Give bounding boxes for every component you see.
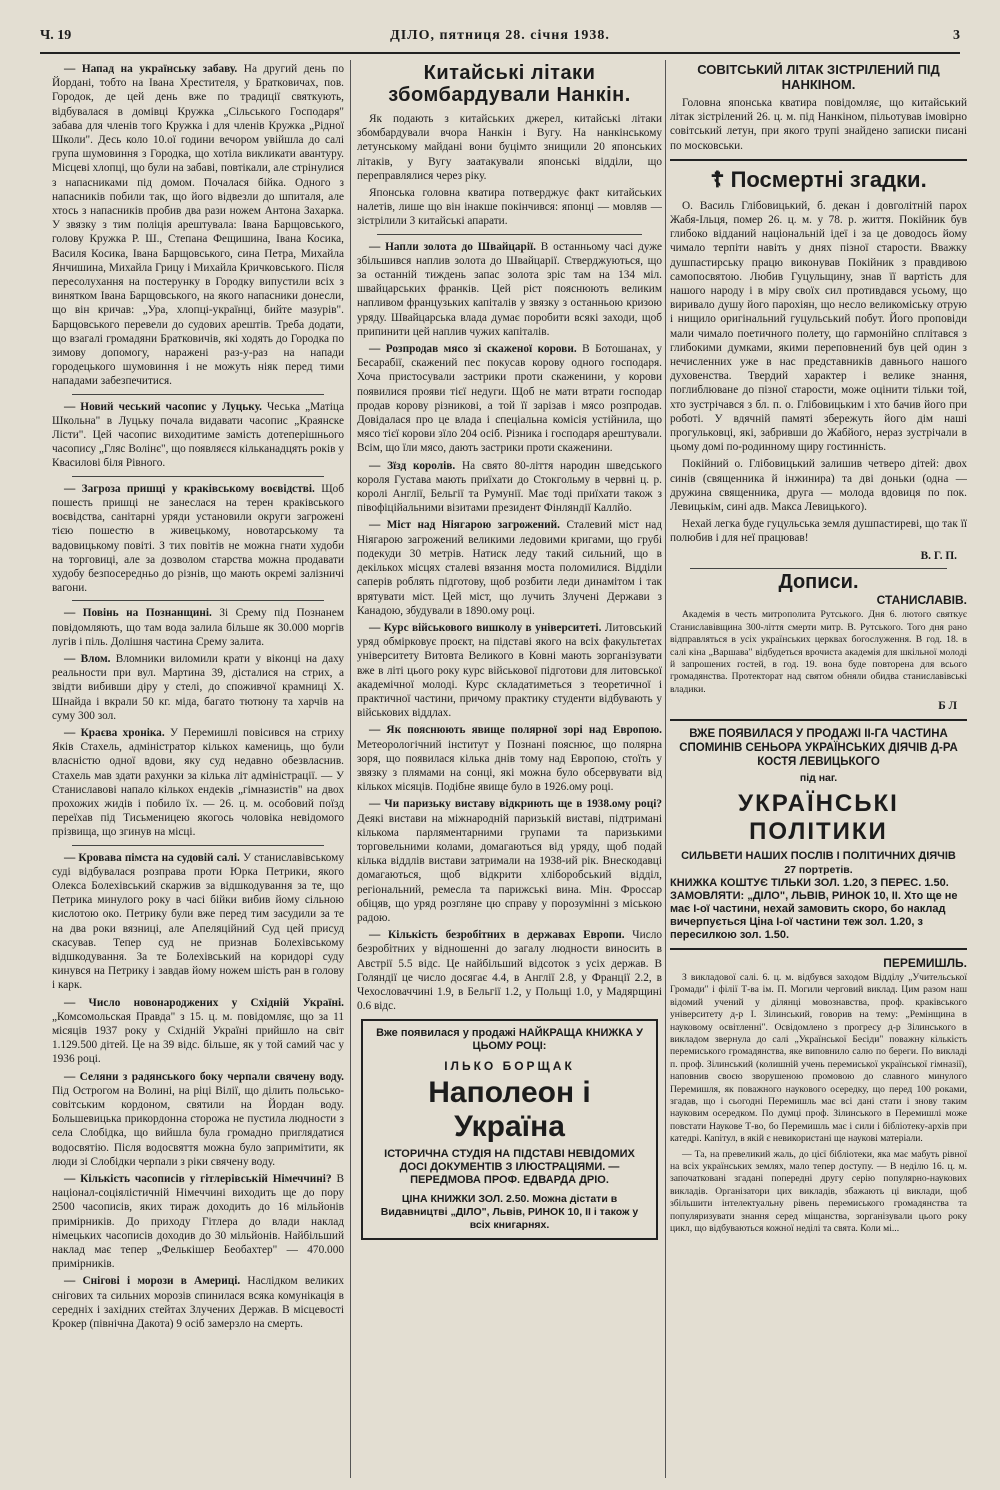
report-signature: Б Л (938, 700, 957, 713)
news-item: — Міст над Ніягарою загрожений. Сталевий міст над Ніягарою загрожений великими ледовими кригами, що грубі подекуди 30 метрів. Натиск леду такий сильний, що в декількох місцях сталеві вязання моста поломилися. Відділи саперів роблять підготову, щоб розбити леди динамітом і так врятувати міст. Цей міст, що лучить Злучені Держави з Канадою, збудували в 1890.ому році. (357, 519, 662, 617)
ad2-intro: ВЖЕ ПОЯВИЛАСЯ У ПРОДАЖІ ІІ-ГА ЧАСТИНА СПОМИНІВ СЕНЬОРА УКРАЇНСЬКИХ ДІЯЧІВ Д-РА КОСТЯ ЛЕВИЦЬКОГО (679, 728, 958, 769)
news-item: — Загроза пришці у краківському воєвідстві. Щоб пошесть пришці не занеслася на терен краківського воєвідства, санітарні уряди установили округи загрожені тією пошестю в живецькому, новотарському та вадовицькому повіті. З тих повітів не можна гнати худоби на торговиці, але за дозволом старства можна продавати худобу безпосередньо до різнів, що мають окремі залізничі вагони. (52, 482, 344, 595)
page-folio: 3 (953, 28, 960, 43)
news-item: — Чи паризьку виставу відкриють ще в 1938.ому році? Деякі вистави на міжнародній паризькій виставі, підтримані кількома парляментарними групами та паризькими торговельними колами, домагаються від уряду, щоб подай кілька віддлів вистави затримали на 1938-ий рік. Внескодавці домагаються, щоб відкрити хліборобський відділ, регіональний, ремесла та парижські вина. Мін. Фроссар обіцяв, що уряд розгляне цю справу у порозумінні з міською радою. (357, 798, 662, 924)
section-rule (670, 948, 967, 950)
item-divider (72, 600, 324, 601)
book-advertisement-napoleon (361, 1019, 658, 1239)
ad2-book-title: УКРАЇНСЬКІ ПОЛІТИКИ (738, 789, 899, 845)
masthead-rule (40, 52, 960, 54)
news-item: — Число новонароджених у Східній Україні. „Комсомольская Правда" з 15. ц. м. повідомляє, що за 11 місяців 1937 року у Східній Україні прийшло на світ 1.129.500 дітей. Це на 39 відс. більше, як у той самий час у 1936 році. (52, 996, 344, 1066)
orthodox-cross-icon: ☦ (710, 166, 725, 192)
peremyshl-report: — Та, на превеликий жаль, до цієї бібліотеки, яка має мабуть рівної на всіх українських землях, мало тепер доступу. — В неділю 16. ц. м. започатковані згадані попередні другу серію популярно-наукових викладів. Організатори цих викладів, збажають ці виклади, щоб збільшити інтелектуальну рівень перемиського громадянства та популяризувати знання серед міщанства, зорганізували цього року цикл, що відбуваються кожної неділі та свята. Коли мі... (670, 1148, 967, 1235)
obituary-signature: В. Г. П. (920, 549, 957, 562)
ad-description: ІСТОРИЧНА СТУДІЯ НА ПІДСТАВІ НЕВІДОМИХ ДОСІ ДОКУМЕНТІВ З ІЛЮСТРАЦІЯМИ. — ПЕРЕДМОВА ПРОФ. ЕДВАРДА ДРІО. (384, 1147, 635, 1186)
news-item: — Кількість безробітних в державах Европи. Число безробітних у відношенні до загалу людности виносить в Австрії 5.5 відс. Це найбільший відсоток з усіх держав. В Голяндії це число досягає 4.4, в Англії 2.8, у Франції 2.2, в Чехословаччині 1.9, в Бельгії 1.2, у Польщі 1.0, у Мадярщині 0.6 відс. (357, 929, 662, 1013)
ad-price: ЦІНА КНИЖКИ ЗОЛ. 2.50. Можна дістати в Видавництві „ДІЛО", Львів, РИНОК 10, II і також у всіх книгарнях. (380, 1192, 639, 1231)
obituary-paragraph: Покійний о. Глібовицький залишив четверо дітей: двох синів (священника й інжинира) та дві доньки (одна — дружина священника, друга — молода вдовиця по пок. Левицькім, сині адв. Макса Левицького). (670, 458, 967, 514)
news-item: — Краєва хроніка. У Перемишлі повісився на стриху Яків Стахель, адміністратор кількох камениць, що були власністю одної вдови, яку суд недавно обезвласнив. Стахель мав здати рахунки за кілька літ адміністрації. — У Станиславові напало кількох ендеків „гімназистів" на двох прохожих жидів і побило їх. — 26. ц. м. особовий поїзд переїхав під Тисьменицею якогось чоловіка невідомого прізвища, що згинув на місці. (52, 726, 344, 839)
ad2-order-info: КНИЖКА КОШТУЄ ТІЛЬКИ ЗОЛ. 1.20, З ПЕРЕС. 1.50. ЗАМОВЛЯТИ: „ДІЛО", ЛЬВІВ, РИНОК 10, II. Хто ще не має I-ої частини, нехай замовить скоро, бо наклад вичерпується Ціна I-ої частини теж зол. 1.20, з пересилкою зол. 1.50. (670, 876, 958, 941)
news-item: — Напад на українську забаву. На другий день по Йордані, тобто на Івана Хрестителя, у Братковичах, пов. Городок, де цей день вже по традиції святкують, відбувалася в домівці Кружка „Сільського Господаря" забава для членів того Кружка і для членів Кружка „Рідної Школи". Десь коло 10.ої години вечором увійшла до салі група шумовиння з Городка, що хотіла викликати авантуру. Місцеві хлопці, що були на забаві, повтікали, але стрінулися з напасниками під домом. Почалася бійка. Одного з напасників побили так, що його відвезли до шпиталя, але хтось з напасників пробив два рази ножем Антона Захарка. У звязку з тим поліція арештувала: Івана Барщовського, голову Кружка Р. Ш., Степана Фещишина, Івана Косика, Василя Косика, Івана Барщовського, сина Петра, Михайла Янчишина, Михайла Грицу і Михайла Кричковського. Після пересолухання на постерунку в Городку випустили всіх з винятком Івана Барщовського, на якого напасники донесли, що він кричав: „Ура, хлопці-українці, бийте мазурів". Барщовського перевели до судових арештів. Треба додати, що взагалі громадяни Братковичів, які ходять до Городка по зимову допомогу, наражені раз-у-раз на напади городецького шумовиння і не можуть ніяк перед тими нападами забезпечитися. (52, 63, 344, 388)
obituary-paragraph: О. Василь Глібовицький, б. декан і довголітній парох Жабя-Ільця, помер 26. ц. м. у 78. р. життя. Покійник був глибоко відданий національній ідеї і за це доводось йому чимало терпіти навіть у днях пізної старости. Вважку душпастирську працю виконував Покійник з правдивою самопосвятою. Любив Гуцульщину, знав її вартість для нашого народу і в міру своїх сил противдався усьому, що виривало душу його парохіян, що несло великоміську отрую і нищило оригінальний гуцульський побут. Його проповіди мали чимало поетичного полету, що гармонійно сплітався з глибокими думками, якими переповнений був цей один з нечисленних уже в нас представників давнього нашого духовенства. Твердий характер і велике знання, поглиблюване до пізної старости, може оцінити тільки той, хто зустрічався з бл. п. о. Глібовицьким і хто бачив його при роботі. У вдячній памяті збережуть його дім наші прогульковці, які, забривши до Жабйого, нераз зустрічали в цьому домі по-родинному щиру гостинність. (670, 199, 967, 454)
section-rule (670, 719, 967, 721)
obituary-paragraph: Нехай легка буде гуцульська земля душпастиреві, що так її полюбив і для неї працював! (670, 518, 967, 545)
item-divider (72, 394, 324, 395)
column-1 (52, 62, 344, 1480)
news-item: — Напли золота до Швайцарії. В останньому часі дуже збільшився наплив золота до Швайцарії. Стверджуються, що за останній тиждень запас золота зріс там на 134 міл. швайцарських франків. Цей ріст пояснюють великим напливом французьких капіталів у звязку з останньою кризою уряду. Швайцарська влада думає поробити всякі заходи, щоб припинити цей наплив чужих капіталів. (357, 240, 662, 338)
item-divider (72, 476, 324, 477)
peremyshl-report: З викладової салі. 6. ц. м. відбувся заходом Відділу „Учительської Громади" і філії Т-ва ім. П. Могили черговий виклад. Цим разом наш відомий учений у ділянці мовознавства, проф. краківського університету д-р І. Зілинський, говорив на тему: „Ремінщина в науковому освітленні". Освідомлено з прогресу д-р Зілинського в викладом звернула до салі „Української Бесіди" поважну кількість перемиського громадянства, яке виповнило салю по береги. По викладі п. проф. Зілинський (колишній учень перемиської української гімназії), наповнив своєю зворушеною промовою до славного минулого Перемишля, як поважного наукового осередку, що перед 100 роками, згадав, що і сьогодні Перемишль має всі дані стати і знову таким науковим осередком. По думці проф. Зілинського в Перемишлі може повстати Наукове Т-во, бо Перемишль має і сили і бібліотеку-архів при катедрі. Капітул, в якій є невикористані ще наукові матеріали. (670, 971, 967, 1145)
lead-paragraph: Як подають з китайських джерел, китайські літаки збомбардували вчора Нанкін і Вугу. На нанкінському летунському майдані вони буцімто знищили 20 японських літаків, у Вугу заатакували японські відділи, що переправлялися через ріку. (357, 113, 662, 182)
column-divider-1 (350, 60, 351, 1478)
news-item: — Кровава пімста на судовій салі. У станиславівському суді відбувалася розправа проти Юрка Петрики, якого Олекса Болехівський скаржив за відшкодування за те, що Петрика минулого року в часі бійки вибив йому сільною кислотою око. Петрику були вже перед тим засудили за те на два роки вязниці, але Апеляційний Суд цей присуд скасував. Тепер суд не признав Болехівському відшкодування. За те Болехівський на коридорі суду кинувся на Петрику і завдав йому ножем шість ран в голову і карк. (52, 851, 344, 992)
news-item: — Селяни з радянського боку черпали свячену воду. Під Острогом на Волині, на ріці Вілії, що ділить польсько-совітським кордоном, святили на Йордан воду. Большевицька прикордонна сторожа не пустила людности з села Слобідка, що вийшла була громадно приглядатися водосвятію. Після водосвяття можна було запримітити, як люди зі Слобідки черпали з ріки свячену воду. (52, 1070, 344, 1168)
news-item: — Курс військового вишколу в університеті. Литовський уряд обмірковує проєкт, на підставі якого на всіх факультетах університету Витовта Великого в Ковні мають зорганізувати вже в літі цього року курс військової підготови для литовської академічної молоді. Курс складатиметься з теоретичної і практичної частини, причому практику студенти відбувають у військових віддлах. (357, 621, 662, 720)
column-2 (357, 62, 662, 1480)
news-item: — Розпродав мясо зі скаженої корови. В Ботошанах, у Бесарабії, скажений пес покусав корову одного господаря. Хоча пристосували застрики проти скаженини, у корови появилися прояви тієї недуги. Щоб не мати втрати господар продав корову різникові, а той її зарізав і мясо розпродав. Довідалася про це влада і спеціальна комісія устійнила, що мясо тієї корови зїло 204 осіб. Різника і господаря арештували. Всім, що їли мясо, дають застрики проти скаженини. (357, 343, 662, 455)
ad-intro: Вже появилася у продажі НАЙКРАЩА КНИЖКА У ЦЬОМУ РОЦІ: (376, 1027, 643, 1053)
item-divider (72, 845, 324, 846)
ad-author: ІЛЬКО БОРЩАК (444, 1059, 575, 1074)
news-item: — Як пояснюють явище полярної зорі над Европою. Метеорологічний інститут у Познані пояснює, що полярна зоря, що появилася кілька днів тому над Европою, стоїть у звязку з плямами на сонці, які можна було обсервувати від кількох місяців. Подібне явище було в 1926.ому році. (357, 724, 662, 794)
news-item: — Кількість часописів у гітлерівській Німеччині? В націонал-соціялістичній Німеччині виходить ще до пору 2500 часописів, яких тираж доходить до 16 мільйонів примірників. До приходу Гітлера до влади наклад німецьких часописів доходив до 30 мільйонів. Найбільший наклад має тепер „Фелькішер Беобахтер" — 470.000 примірників. (52, 1173, 344, 1271)
column-divider-2 (665, 60, 666, 1478)
place-peremyshl: ПЕРЕМИШЛЬ. (883, 955, 967, 970)
ad2-portraits: 27 портретів. (784, 863, 853, 876)
place-stanyslaviv: СТАНИСЛАВІВ. (876, 593, 967, 608)
soviet-plane-headline: СОВІТСЬКИЙ ЛІТАК ЗІСТРІЛЕНИЙ ПІД НАНКІНОМ. (697, 62, 940, 92)
column-3 (670, 62, 967, 1480)
news-item: — Повінь на Познанщині. Зі Срему під Познанем повідомляють, що там вода залила більше як 30.000 моргів лугів і піль. Долішня частина Срему залита. (52, 607, 344, 648)
newspaper-date-line: ДІЛО, пятниця 28. січня 1938. (390, 28, 610, 43)
page-number: Ч. 19 (40, 28, 72, 43)
lead-paragraph: Японська головна кватира потверджує факт китайських налетів, лише що він інакше покінчився: японці — мовляв — зістрілили 3 китайські апарати. (357, 187, 662, 228)
news-item: — Влом. Вломники виломили крати у віконці на даху реальности при вул. Мартина 39, дісталися на стрих, а звідти вибивши діру у стелі, до споживчої крамниці Х. Шнайда і вкрали 50 кг. міда, багато тютюну та харчів на суму 300 зол. (52, 652, 344, 722)
ad2-subtitle: СИЛЬВЕТИ НАШИХ ПОСЛІВ І ПОЛІТИЧНИХ ДІЯЧІВ (681, 849, 956, 862)
item-divider (690, 568, 947, 569)
stanyslaviv-report: Академія в честь митрополита Рутського. Дня 6. лютого святкує Станиславівщина 300-ліття смерти митр. В. Рутського. Того дня рано відправляться в усіх українських церквах богослуження. В год. 18. в салі кіна „Варшава" відбудеться врочиста академія для шкільної молоді й запрошених гостей, в год. 19. вона буде повторена для всього громадянства. Протекторат над святом обняли обидва станиславівські владики. (670, 609, 967, 695)
item-divider (377, 234, 642, 235)
obituary-heading: ☦ Посмертні згадки. (710, 166, 927, 192)
ad-book-title: Наполеон і Україна (428, 1075, 591, 1143)
headline-nanking: Китайські літаки збомбардували Нанкін. (388, 62, 631, 106)
masthead (40, 18, 960, 58)
correspondence-heading: Дописи. (778, 570, 859, 593)
ad2-under-title: під наг. (799, 772, 838, 785)
section-rule (670, 159, 967, 161)
news-item: — Новий чеський часопис у Луцьку. Чеська „Матіца Школьна" в Луцьку почала видавати часопис „Краянске Лісти". Цей часопис виходитиме замість дотеперішнього часопису „Гляс Волінє", що появляєся кільканадцять років у Квасилові біля Рівного. (52, 400, 344, 470)
book-advertisement-politicians (670, 727, 967, 941)
news-item: — Зїзд королів. На свято 80-ліття народин шведського короля Густава мають приїхати до Стокгольму в червні ц. р. королі Англії, Бельгії та Румунії. Має тоді приїхати також з півофіційальними візитами президент Фінляндії Каллйо. (357, 459, 662, 515)
soviet-plane-text: Головна японська кватира повідомляє, що китайський літак зістрілений 26. ц. м. під Нанкіном, пільотував імовірно совітський летун, при якого трупі знайдено записки писані по московськи. (670, 97, 967, 152)
news-item: — Снігові і морози в Америці. Наслідком великих снігових та сильних морозів спинилася всяка комунікація в середніх і західних стейтах Злучених Держав. В місцевості Крокер (північна Дакота) 9 осіб замерзло на смерть. (52, 1275, 344, 1331)
